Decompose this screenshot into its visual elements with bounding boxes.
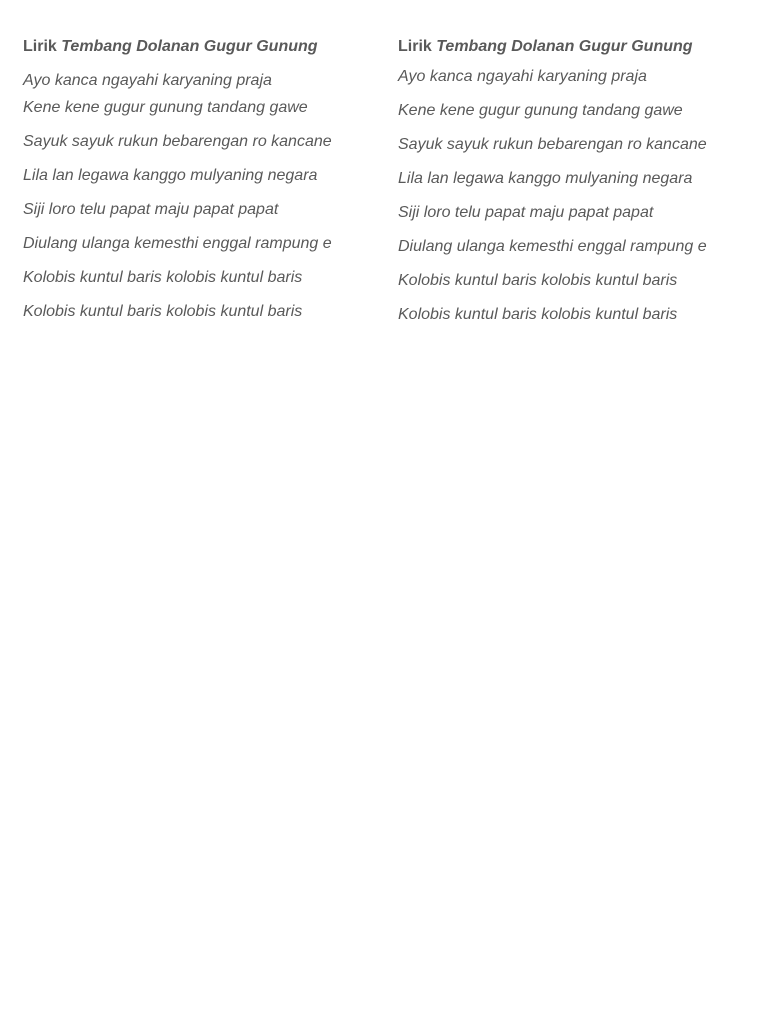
lyrics-column-left — [23, 37, 368, 336]
title-prefix: Lirik — [398, 38, 432, 55]
lyric-line: Sayuk sayuk rukun bebarengan ro kancane — [23, 133, 332, 150]
lyric-line: Kolobis kuntul baris kolobis kuntul baris — [23, 303, 303, 320]
lyric-line: Kolobis kuntul baris kolobis kuntul baris — [398, 272, 678, 289]
lyric-line: Siji loro telu papat maju papat papat — [398, 204, 654, 221]
lyric-line: Sayuk sayuk rukun bebarengan ro kancane — [398, 136, 707, 153]
title-song-name: Tembang Dolanan Gugur Gunung — [436, 38, 693, 55]
lyric-line: Diulang ulanga kemesthi enggal rampung e — [398, 238, 707, 255]
lyric-line: Lila lan legawa kanggo mulyaning negara — [398, 170, 693, 187]
lyric-line: Siji loro telu papat maju papat papat — [23, 201, 279, 218]
lyric-line: Kene kene gugur gunung tandang gawe — [398, 102, 683, 119]
lyric-line: Kene kene gugur gunung tandang gawe — [23, 99, 308, 116]
title-prefix: Lirik — [23, 38, 57, 55]
lyric-line: Kolobis kuntul baris kolobis kuntul baris — [23, 269, 303, 286]
lyric-line: Ayo kanca ngayahi karyaning praja — [23, 72, 272, 89]
title-song-name: Tembang Dolanan Gugur Gunung — [61, 38, 318, 55]
lyric-line: Kolobis kuntul baris kolobis kuntul baris — [398, 306, 678, 323]
lyrics-title — [398, 37, 743, 57]
lyrics-title — [23, 37, 368, 57]
lyric-line: Diulang ulanga kemesthi enggal rampung e — [23, 235, 332, 252]
lyric-line: Lila lan legawa kanggo mulyaning negara — [23, 167, 318, 184]
lyrics-column-right — [398, 37, 743, 339]
lyric-line: Ayo kanca ngayahi karyaning praja — [398, 68, 647, 85]
